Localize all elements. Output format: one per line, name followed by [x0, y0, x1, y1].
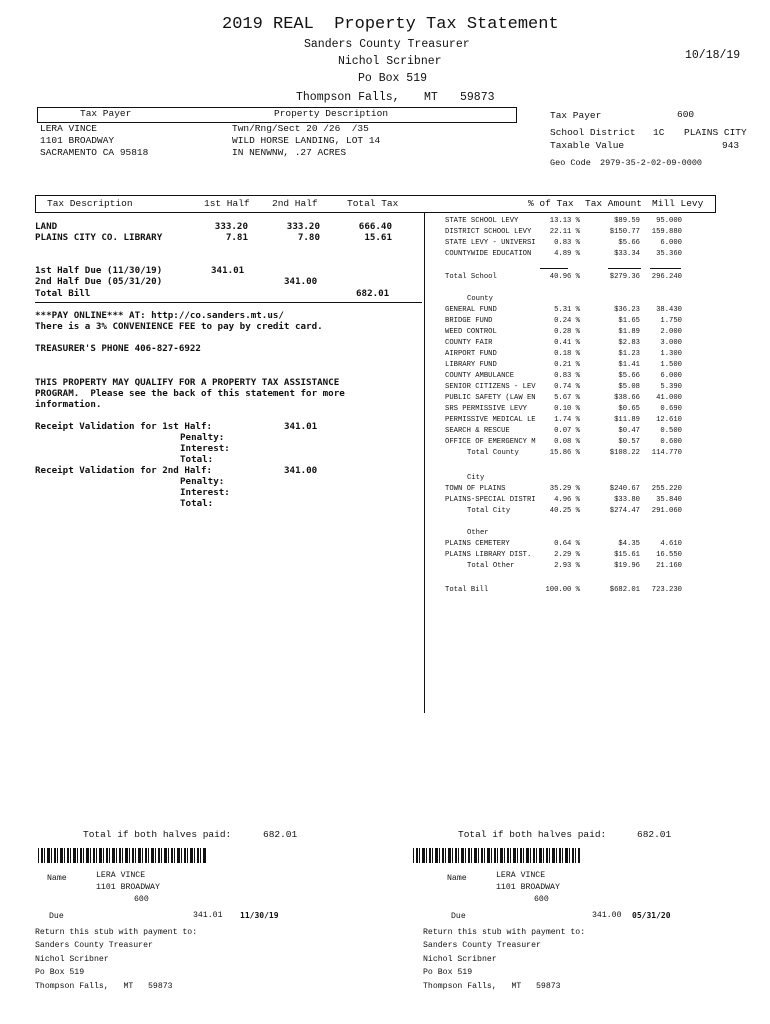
statement-title: 2019 REAL Property Tax Statement: [222, 15, 559, 34]
total-bill-label: Total Bill: [35, 288, 91, 299]
tax-row-desc: PLAINS CITY CO. LIBRARY: [35, 232, 163, 243]
levy-pct: 0.24 %: [554, 317, 580, 325]
levy-mill: 296.240: [651, 273, 682, 281]
stub-total-label: Total if both halves paid:: [458, 829, 607, 840]
levy-name: Total County: [467, 449, 519, 457]
receipt-second-interest: Interest:: [180, 487, 230, 498]
assistance-note-2: PROGRAM. Please see the back of this statement for more: [35, 388, 345, 399]
treasurer-pobox: Po Box 519: [358, 72, 428, 85]
levy-mill: 0.690: [660, 405, 682, 413]
col-pct-of-tax: % of Tax: [528, 198, 574, 209]
levy-name: AIRPORT FUND: [445, 350, 497, 358]
tax-payer-heading: Tax Payer: [80, 108, 132, 119]
levy-name: SENIOR CITIZENS - LEV: [445, 383, 536, 391]
total-bill-value: 682.01: [356, 288, 390, 299]
levy-amount: $150.77: [609, 228, 640, 236]
levy-mill: 12.610: [656, 416, 682, 424]
levy-mill: 16.550: [656, 551, 682, 559]
receipt-second-label: Receipt Validation for 2nd Half:: [35, 465, 213, 476]
geo-code-value: 2979-35-2-02-09-0000: [600, 158, 703, 168]
levy-mill: 21.160: [656, 562, 682, 570]
levy-pct: 0.21 %: [554, 361, 580, 369]
levy-pct: 5.31 %: [554, 306, 580, 314]
levy-name: PUBLIC SAFETY (LAW EN: [445, 394, 536, 402]
levy-name: PLAINS CEMETERY: [445, 540, 510, 548]
stub-due-value: 341.00: [592, 911, 622, 920]
stub-total-label: Total if both halves paid:: [83, 829, 232, 840]
levy-amount: $11.89: [614, 416, 640, 424]
levy-mill: 2.000: [660, 328, 682, 336]
levy-mill: 35.360: [656, 250, 682, 258]
col-second-half: 2nd Half: [272, 198, 318, 209]
levy-pct: 4.96 %: [554, 496, 580, 504]
levy-name: TOWN OF PLAINS: [445, 485, 506, 493]
levy-section-heading: County: [467, 295, 493, 303]
receipt-first-label: Receipt Validation for 1st Half:: [35, 421, 213, 432]
levy-name: GENERAL FUND: [445, 306, 497, 314]
payer-city: SACRAMENTO CA 95818: [40, 147, 149, 158]
levy-pct: 0.41 %: [554, 339, 580, 347]
property-twn-rng: Twn/Rng/Sect 20 /26 /35: [232, 123, 369, 134]
assistance-note-1: THIS PROPERTY MAY QUALIFY FOR A PROPERTY TAX ASSISTANCE: [35, 377, 340, 388]
levy-amount: $38.66: [614, 394, 640, 402]
levy-amount: $33.80: [614, 496, 640, 504]
levy-mill: 35.840: [656, 496, 682, 504]
stub-return-line: Nichol Scribner: [35, 955, 109, 964]
tax-row-first-half: 7.81: [225, 232, 248, 243]
receipt-first-penalty: Penalty:: [180, 432, 225, 443]
pay-online-note: ***PAY ONLINE*** AT: http://co.sanders.mt.us/: [35, 310, 284, 321]
second-half-due-label: 2nd Half Due (05/31/20): [35, 276, 163, 287]
levy-mill: 255.220: [651, 485, 682, 493]
levy-pct: 15.86 %: [549, 449, 580, 457]
levy-subtotal-rule: [608, 268, 641, 269]
levy-pct: 0.07 %: [554, 427, 580, 435]
convenience-fee-note: There is a 3% CONVENIENCE FEE to pay by credit card.: [35, 321, 323, 332]
levy-amount: $1.89: [618, 328, 640, 336]
info-taxpayer-value: 600: [677, 109, 695, 120]
first-half-due-label: 1st Half Due (11/30/19): [35, 265, 163, 276]
treasurer-name: Nichol Scribner: [338, 55, 442, 68]
levy-name: PLAINS LIBRARY DIST.: [445, 551, 532, 559]
levy-mill: 1.750: [660, 317, 682, 325]
stub-return-line: Po Box 519: [423, 968, 473, 977]
column-divider: [424, 213, 425, 713]
levy-amount: $1.41: [618, 361, 640, 369]
assistance-note-3: information.: [35, 399, 102, 410]
levy-mill: 3.000: [660, 339, 682, 347]
levy-name: Total City: [467, 507, 511, 515]
stub-return-line: Sanders County Treasurer: [35, 941, 153, 950]
receipt-first-interest: Interest:: [180, 443, 230, 454]
levy-name: STATE LEVY - UNIVERSI: [445, 239, 536, 247]
stub-return-line: Nichol Scribner: [423, 955, 497, 964]
col-tax-description: Tax Description: [47, 198, 133, 209]
levy-amount: $5.66: [618, 372, 640, 380]
levy-pct: 2.93 %: [554, 562, 580, 570]
stub-return-line: Sanders County Treasurer: [423, 941, 541, 950]
receipt-first-value: 341.01: [284, 421, 318, 432]
col-mill-levy: Mill Levy: [652, 198, 704, 209]
levy-amount: $89.59: [614, 217, 640, 225]
levy-name: STATE SCHOOL LEVY: [445, 217, 519, 225]
levy-mill: 159.880: [651, 228, 682, 236]
stub-due-label: Due: [49, 912, 64, 921]
levy-amount: $0.57: [618, 438, 640, 446]
stub-total-value: 682.01: [263, 829, 298, 840]
stub-address: 1101 BROADWAY: [96, 883, 160, 892]
levy-pct: 0.74 %: [554, 383, 580, 391]
tax-row-desc: LAND: [35, 221, 58, 232]
stub-return-line: Po Box 519: [35, 968, 85, 977]
levy-mill: 0.600: [660, 438, 682, 446]
levy-mill: 41.000: [656, 394, 682, 402]
levy-pct: 100.00 %: [545, 586, 580, 594]
levy-mill: 95.000: [656, 217, 682, 225]
levy-pct: 5.67 %: [554, 394, 580, 402]
levy-pct: 2.29 %: [554, 551, 580, 559]
stub-name-label: Name: [47, 874, 67, 883]
levy-subtotal-rule: [540, 268, 568, 269]
school-district-name: PLAINS CITY: [684, 127, 747, 138]
levy-mill: 1.300: [660, 350, 682, 358]
levy-pct: 1.74 %: [554, 416, 580, 424]
levy-mill: 114.770: [651, 449, 682, 457]
col-tax-amount: Tax Amount: [585, 198, 643, 209]
levy-pct: 0.18 %: [554, 350, 580, 358]
stub-due-value: 341.01: [193, 911, 223, 920]
levy-name: COUNTY FAIR: [445, 339, 493, 347]
levy-name: WEED CONTROL: [445, 328, 497, 336]
levy-pct: 0.83 %: [554, 372, 580, 380]
stub-return-line: Thompson Falls, MT 59873: [35, 982, 173, 991]
levy-name: COUNTY AMBULANCE: [445, 372, 515, 380]
tax-row-second-half: 333.20: [286, 221, 320, 232]
stub-name: LERA VINCE: [96, 871, 146, 880]
stub-name: LERA VINCE: [496, 871, 546, 880]
levy-name: Total School: [445, 273, 497, 281]
levy-amount: $240.67: [609, 485, 640, 493]
stub-due-date: 05/31/20: [632, 911, 671, 920]
levy-mill: 4.610: [660, 540, 682, 548]
stub-return-line: Thompson Falls, MT 59873: [423, 982, 561, 991]
levy-mill: 6.000: [660, 239, 682, 247]
receipt-second-penalty: Penalty:: [180, 476, 225, 487]
levy-amount: $15.61: [614, 551, 640, 559]
statement-date: 10/18/19: [685, 49, 741, 62]
levy-pct: 13.13 %: [549, 217, 580, 225]
stub-address: 1101 BROADWAY: [496, 883, 560, 892]
levy-name: OFFICE OF EMERGENCY M: [445, 438, 536, 446]
levy-pct: 22.11 %: [549, 228, 580, 236]
levy-mill: 6.000: [660, 372, 682, 380]
treasurer-state: MT: [424, 91, 438, 104]
levy-pct: 0.64 %: [554, 540, 580, 548]
taxable-value: 943: [722, 140, 740, 151]
levy-pct: 40.25 %: [549, 507, 580, 515]
levy-subtotal-rule: [650, 268, 681, 269]
barcode-icon: [38, 848, 206, 863]
levy-mill: 291.060: [651, 507, 682, 515]
stub-name-label: Name: [447, 874, 467, 883]
info-taxpayer-label: Tax Payer: [550, 110, 602, 121]
stub-total-value: 682.01: [637, 829, 672, 840]
levy-amount: $33.34: [614, 250, 640, 258]
levy-mill: 1.500: [660, 361, 682, 369]
second-half-due-value: 341.00: [284, 276, 318, 287]
levy-section-heading: City: [467, 474, 485, 482]
levy-amount: $274.47: [609, 507, 640, 515]
school-district-label: School District: [550, 127, 636, 138]
stub-return-line: Return this stub with payment to:: [35, 928, 198, 937]
stub-id: 600: [534, 895, 549, 904]
levy-mill: 38.430: [656, 306, 682, 314]
levy-name: Total Other: [467, 562, 515, 570]
tax-row-total: 15.61: [364, 232, 392, 243]
tax-row-total: 666.40: [358, 221, 392, 232]
levy-name: PLAINS-SPECIAL DISTRI: [445, 496, 536, 504]
treasurer-office: Sanders County Treasurer: [304, 38, 470, 51]
levy-amount: $5.66: [618, 239, 640, 247]
levy-name: LIBRARY FUND: [445, 361, 497, 369]
property-acres: IN NENWNW, .27 ACRES: [232, 147, 347, 158]
stub-due-label: Due: [451, 912, 466, 921]
levy-mill: 723.230: [651, 586, 682, 594]
levy-amount: $108.22: [609, 449, 640, 457]
treasurer-zip: 59873: [460, 91, 495, 104]
levy-amount: $279.36: [609, 273, 640, 281]
levy-name: DISTRICT SCHOOL LEVY: [445, 228, 532, 236]
levy-pct: 40.96 %: [549, 273, 580, 281]
levy-amount: $0.47: [618, 427, 640, 435]
levy-pct: 0.83 %: [554, 239, 580, 247]
levy-section-heading: Other: [467, 529, 489, 537]
stub-due-date: 11/30/19: [240, 911, 279, 920]
levy-name: PERMISSIVE MEDICAL LE: [445, 416, 536, 424]
receipt-first-total: Total:: [180, 454, 214, 465]
levy-name: Total Bill: [445, 586, 489, 594]
levy-amount: $682.01: [609, 586, 640, 594]
property-description-heading: Property Description: [274, 108, 389, 119]
levy-pct: 0.08 %: [554, 438, 580, 446]
first-half-due-value: 341.01: [211, 265, 245, 276]
levy-name: BRIDGE FUND: [445, 317, 493, 325]
levy-name: SEARCH & RESCUE: [445, 427, 510, 435]
treasurer-city: Thompson Falls,: [296, 91, 400, 104]
levy-amount: $2.83: [618, 339, 640, 347]
col-total-tax: Total Tax: [347, 198, 399, 209]
tax-row-first-half: 333.20: [214, 221, 248, 232]
levy-pct: 35.29 %: [549, 485, 580, 493]
stub-return-line: Return this stub with payment to:: [423, 928, 586, 937]
school-district-code: 1C: [653, 127, 665, 138]
levy-pct: 0.28 %: [554, 328, 580, 336]
geo-code-label: Geo Code: [550, 158, 591, 168]
levy-amount: $5.08: [618, 383, 640, 391]
levy-amount: $36.23: [614, 306, 640, 314]
levy-mill: 0.500: [660, 427, 682, 435]
levy-pct: 0.10 %: [554, 405, 580, 413]
treasurer-phone: TREASURER'S PHONE 406-827-6922: [35, 343, 201, 354]
levy-amount: $1.23: [618, 350, 640, 358]
taxable-value-label: Taxable Value: [550, 140, 625, 151]
stub-id: 600: [134, 895, 149, 904]
receipt-second-total: Total:: [180, 498, 214, 509]
col-first-half: 1st Half: [204, 198, 250, 209]
levy-mill: 5.390: [660, 383, 682, 391]
payer-address: 1101 BROADWAY: [40, 135, 115, 146]
levy-name: COUNTYWIDE EDUCATION: [445, 250, 532, 258]
levy-amount: $4.35: [618, 540, 640, 548]
barcode-icon: [413, 848, 580, 863]
levy-pct: 4.89 %: [554, 250, 580, 258]
property-lot: WILD HORSE LANDING, LOT 14: [232, 135, 381, 146]
levy-name: SRS PERMISSIVE LEVY: [445, 405, 527, 413]
levy-amount: $0.65: [618, 405, 640, 413]
levy-amount: $19.96: [614, 562, 640, 570]
receipt-second-value: 341.00: [284, 465, 318, 476]
levy-amount: $1.65: [618, 317, 640, 325]
tax-row-second-half: 7.80: [297, 232, 320, 243]
total-divider: [35, 302, 422, 303]
payer-name: LERA VINCE: [40, 123, 98, 134]
